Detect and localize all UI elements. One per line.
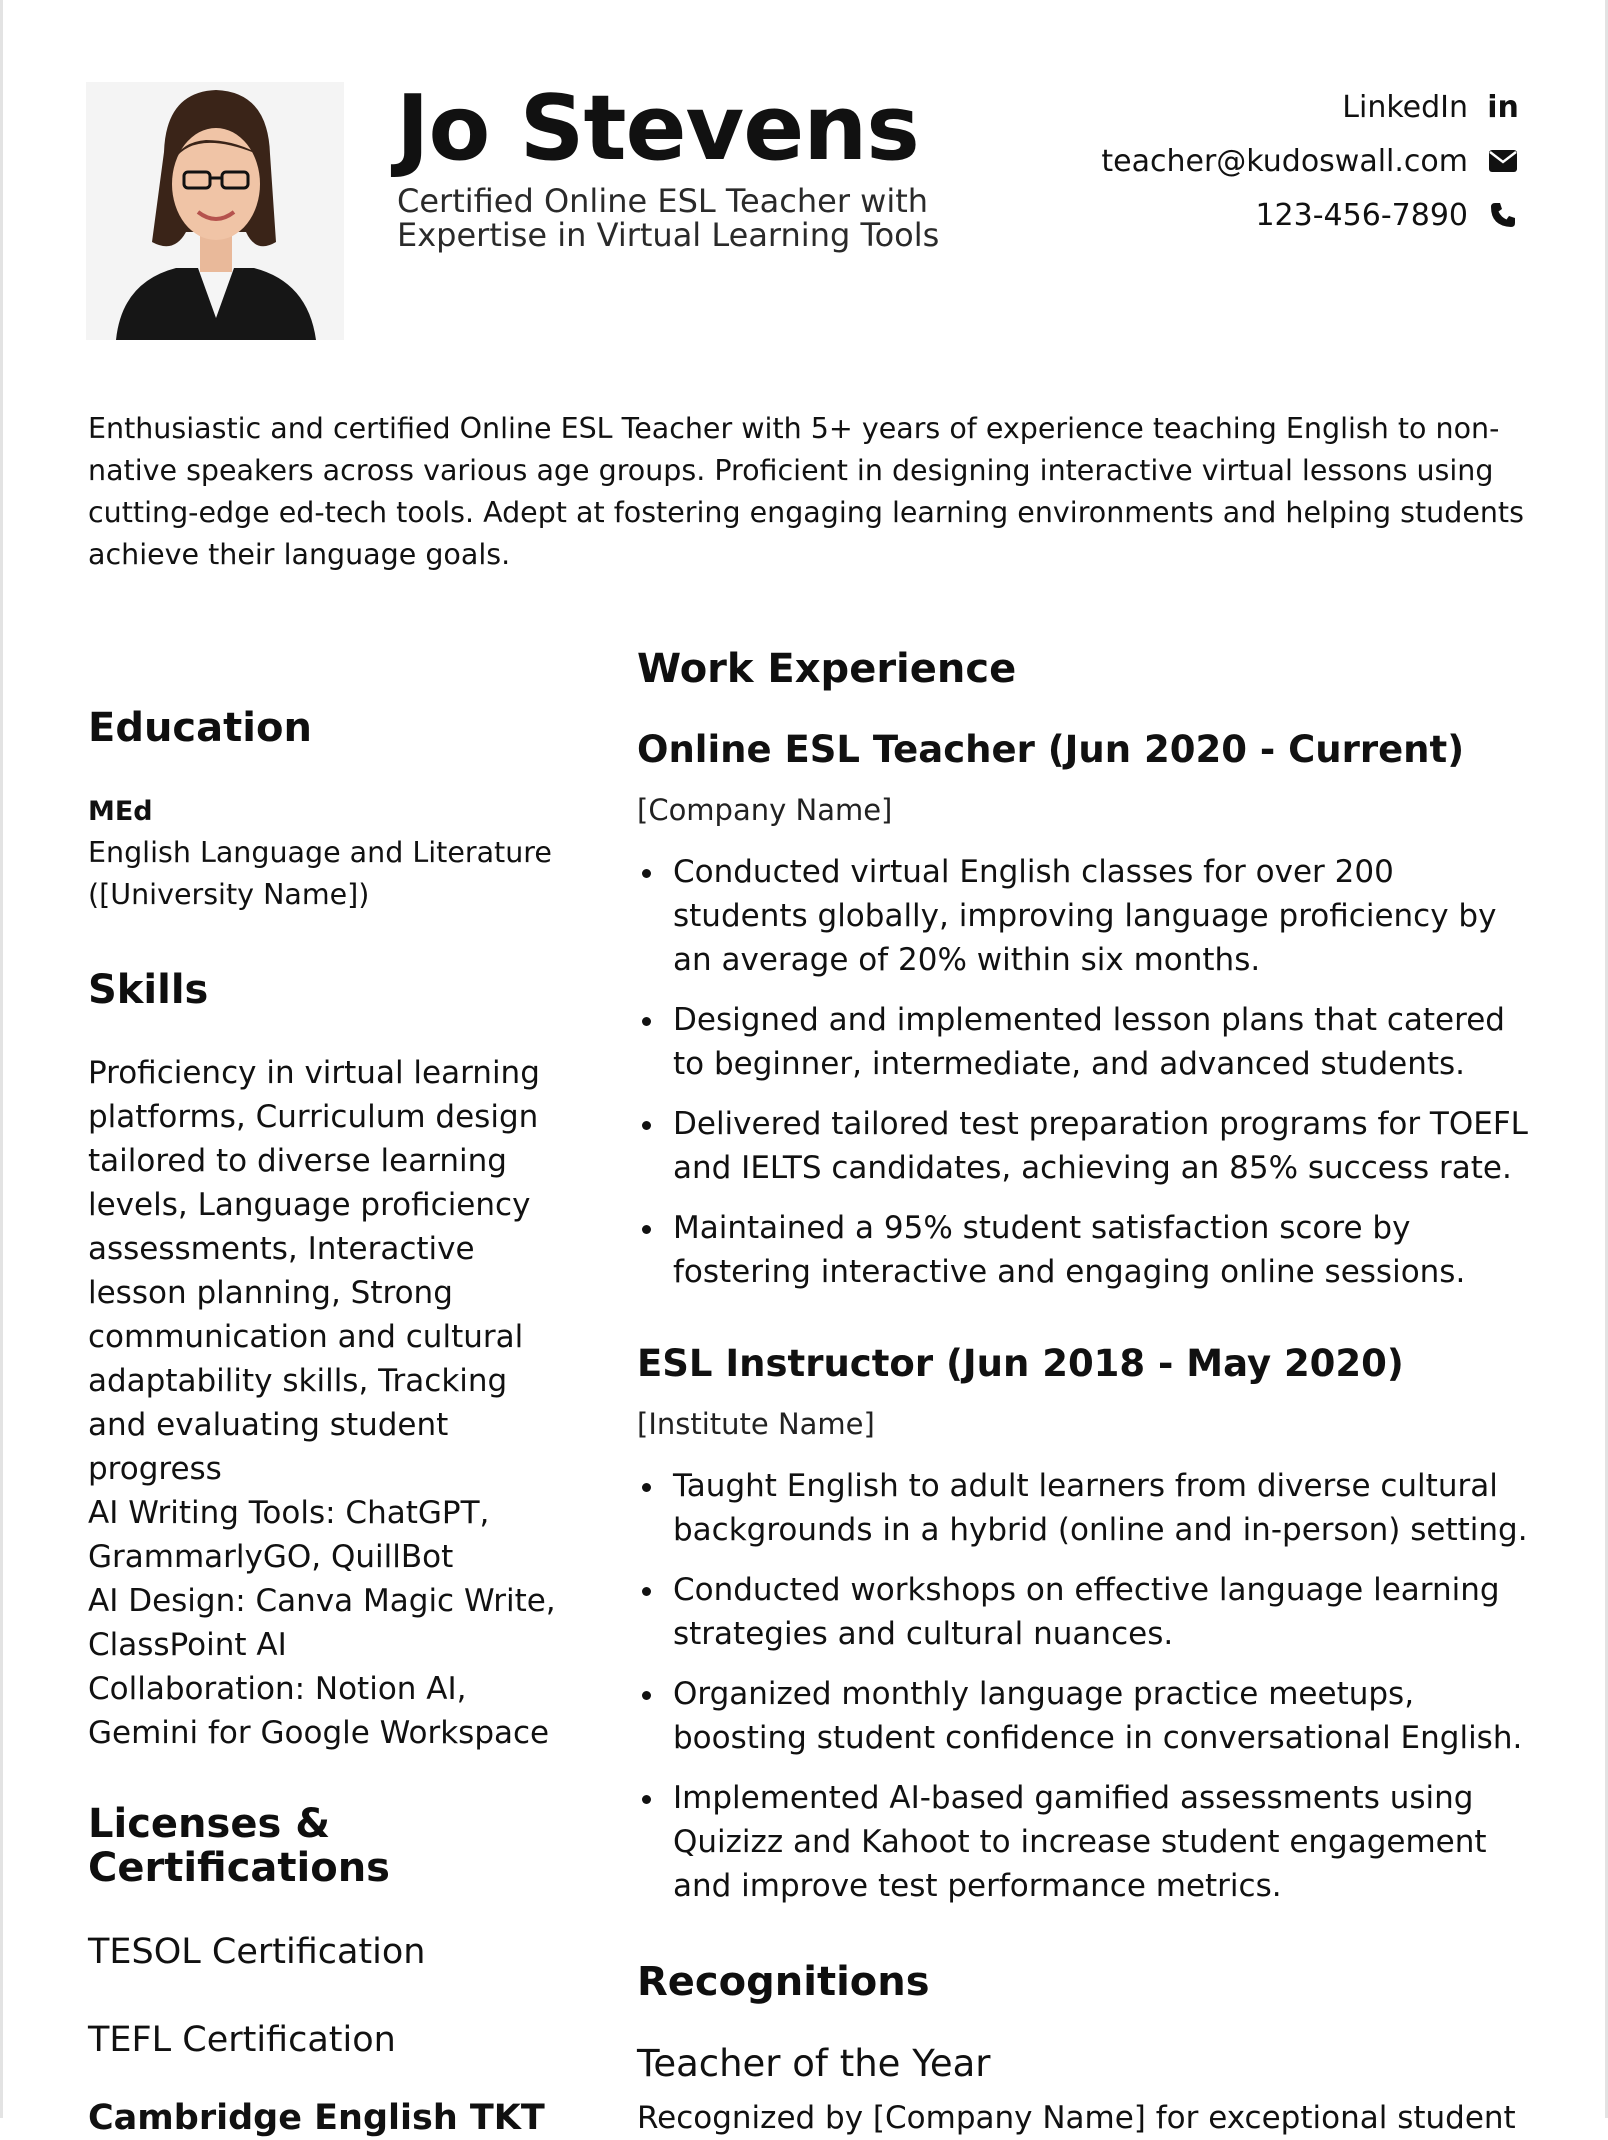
job-bullet: Taught English to adult learners from diverse cultural backgrounds in a hybrid (online and in-person) setting.	[637, 1464, 1537, 1552]
education-degree: MEd	[88, 796, 153, 827]
envelope-icon	[1488, 146, 1518, 176]
skills-line: Collaboration: Notion AI, Gemini for Google Workspace	[88, 1671, 550, 1751]
bullet-dot	[642, 1121, 651, 1130]
skills-list	[88, 1051, 568, 1755]
recognition-item: Teacher of the Year	[637, 2042, 991, 2085]
bullet-dot	[642, 1483, 651, 1492]
contact-phone[interactable]	[1101, 188, 1518, 242]
phone-icon	[1488, 200, 1518, 230]
job-bullet: Maintained a 95% student satisfaction score by fostering interactive and engaging online sessions.	[637, 1206, 1537, 1294]
linkedin-label[interactable]: LinkedIn	[1342, 89, 1468, 125]
bullet-dot	[642, 1795, 651, 1804]
job-title: Online ESL Teacher (Jun 2020 - Current)	[637, 728, 1465, 771]
licenses-title: Licenses & Certifications	[88, 1801, 390, 1891]
certification-item: TESOL Certification	[88, 1932, 426, 1972]
skills-line: AI Writing Tools: ChatGPT, GrammarlyGO, QuillBot	[88, 1495, 490, 1575]
candidate-name: Jo Stevens	[396, 76, 919, 181]
education-title: Education	[88, 705, 312, 751]
contact-block	[1101, 80, 1518, 242]
education-field: English Language and Literature ([University Name])	[88, 836, 552, 911]
contact-linkedin[interactable]	[1101, 80, 1518, 134]
skills-line: Proficiency in virtual learning platforms, Curriculum design tailored to diverse learning levels, Language proficiency assessments, Interactive lesson planning, Strong communication and cultural adaptability skills, Tracking and evaluating student progress	[88, 1055, 540, 1487]
job-title: ESL Instructor (Jun 2018 - May 2020)	[637, 1342, 1404, 1385]
certification-item: Cambridge English TKT	[88, 2098, 545, 2138]
phone-value[interactable]: 123-456-7890	[1255, 197, 1468, 233]
skills-line: AI Design: Canva Magic Write, ClassPoint AI	[88, 1583, 556, 1663]
linkedin-icon: in	[1487, 89, 1519, 125]
contact-email[interactable]	[1101, 134, 1518, 188]
candidate-headline: Certified Online ESL Teacher with Expertise in Virtual Learning Tools	[397, 182, 940, 254]
job-bullet: Implemented AI-based gamified assessments using Quizizz and Kahoot to increase student engagement and improve test performance metrics.	[637, 1776, 1537, 1908]
certification-item: TEFL Certification	[88, 2020, 396, 2060]
job-bullet: Conducted workshops on effective language learning strategies and cultural nuances.	[637, 1568, 1537, 1656]
recognitions-title: Recognitions	[637, 1959, 930, 2005]
job-bullet: Delivered tailored test preparation programs for TOEFL and IELTS candidates, achieving an 85% success rate.	[637, 1102, 1537, 1190]
recognition-description: Recognized by [Company Name] for exceptional student	[637, 2100, 1516, 2136]
work-experience-title: Work Experience	[637, 646, 1017, 692]
job-bullet: Designed and implemented lesson plans that catered to beginner, intermediate, and advanced students.	[637, 998, 1537, 1086]
job-bullets	[637, 1464, 1537, 1924]
job-bullet: Organized monthly language practice meetups, boosting student confidence in conversational English.	[637, 1672, 1537, 1760]
skills-title: Skills	[88, 967, 209, 1013]
job-company: [Company Name]	[637, 793, 893, 827]
bullet-dot	[642, 869, 651, 878]
profile-photo	[86, 82, 344, 340]
bullet-dot	[642, 1225, 651, 1234]
professional-summary: Enthusiastic and certified Online ESL Teacher with 5+ years of experience teaching English to non-native speakers across various age groups. Proficient in designing interactive virtual lessons using cutting-edge ed-tech tools. Adept at fostering engaging learning environments and helping students achieve their language goals.	[88, 412, 1524, 571]
job-bullet: Conducted virtual English classes for over 200 students globally, improving language proficiency by an average of 20% within six months.	[637, 850, 1537, 982]
job-bullets	[637, 850, 1537, 1310]
bullet-dot	[642, 1587, 651, 1596]
email-value[interactable]: teacher@kudoswall.com	[1101, 143, 1468, 179]
job-company: [Institute Name]	[637, 1407, 875, 1441]
bullet-dot	[642, 1017, 651, 1026]
bullet-dot	[642, 1691, 651, 1700]
